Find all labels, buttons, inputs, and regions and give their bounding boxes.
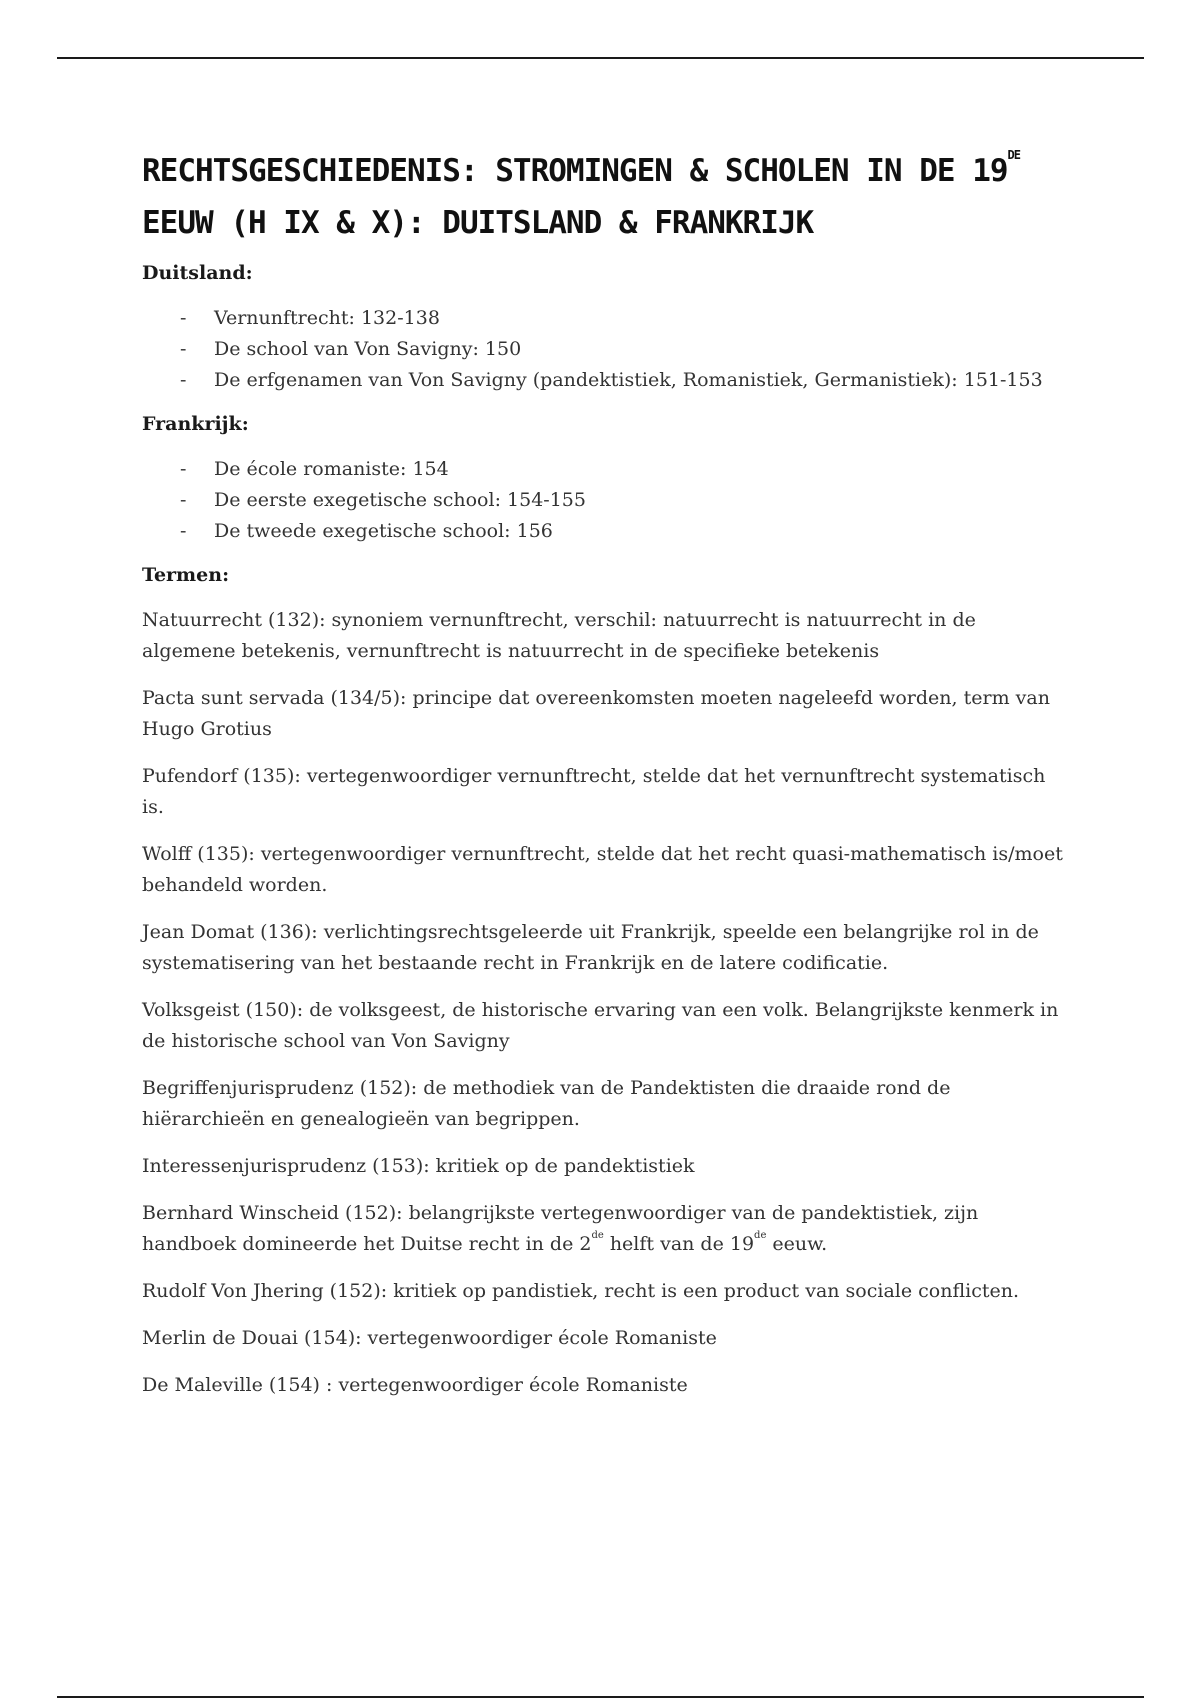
list-item: - De school van Von Savigny: 150: [214, 334, 1072, 365]
title-line2: EEUW (H IX & X): DUITSLAND & FRANKRIJK: [142, 205, 814, 241]
term-de-maleville: De Maleville (154) : vertegenwoordiger école Romaniste: [142, 1374, 688, 1396]
term-wolff: Wolff (135): vertegenwoordiger vernunftrecht, stelde dat het recht quasi-mathematisch is/moet behandeld worden.: [142, 843, 1063, 896]
term-windscheid: Bernhard Winscheid (152): belangrijkste vertegenwoordiger van de pandektistiek, zijn handboek domineerde het Duitse recht in de 2de helft van de 19de eeuw.: [142, 1202, 979, 1255]
term-pufendorf: Pufendorf (135): vertegenwoordiger vernunftrecht, stelde dat het vernunftrecht systematisch is.: [142, 765, 1046, 818]
frankrijk-list: [142, 454, 1072, 547]
list-item: - De erfgenamen van Von Savigny (pandektistiek, Romanistiek, Germanistiek): 151-153: [214, 365, 1072, 396]
term-pacta-sunt-servada: Pacta sunt servada (134/5): principe dat overeenkomsten moeten nageleefd worden, term van Hugo Grotius: [142, 687, 1050, 740]
term-begriffenjurisprudenz: Begriffenjurisprudenz (152): de methodiek van de Pandektisten die draaide rond de hiërarchieën en genealogieën van begrippen.: [142, 1077, 951, 1130]
term-natuurrecht: Natuurrecht (132): synoniem vernunftrecht, verschil: natuurrecht is natuurrecht in de algemene betekenis, vernunftrecht is natuurrecht in de specifieke betekenis: [142, 609, 976, 662]
term-volksgeist: Volksgeist (150): de volksgeest, de historische ervaring van een volk. Belangrijkste kenmerk in de historische school van Von Savigny: [142, 999, 1059, 1052]
dash-bullet: -: [180, 338, 187, 360]
document-body: [142, 145, 1072, 1401]
dash-bullet: -: [180, 520, 187, 542]
top-rule: [57, 57, 1144, 59]
dash-bullet: -: [180, 307, 187, 329]
list-item: - Vernunftrecht: 132-138: [214, 303, 1072, 334]
term-von-jhering: Rudolf Von Jhering (152): kritiek op pandistiek, recht is een product van sociale conflicten.: [142, 1280, 1020, 1302]
dash-bullet: -: [180, 458, 187, 480]
section-heading-frankrijk: Frankrijk:: [142, 413, 249, 435]
dash-bullet: -: [180, 369, 187, 391]
list-item: - De tweede exegetische school: 156: [214, 516, 1072, 547]
dash-bullet: -: [180, 489, 187, 511]
list-item: - De eerste exegetische school: 154-155: [214, 485, 1072, 516]
duitsland-list: [142, 303, 1072, 396]
document-title: [142, 145, 1072, 249]
title-line1: RECHTSGESCHIEDENIS: STROMINGEN & SCHOLEN IN DE 19: [142, 153, 1008, 189]
bottom-rule: [57, 1696, 1144, 1698]
section-heading-duitsland: Duitsland:: [142, 262, 253, 284]
term-interessenjurisprudenz: Interessenjurisprudenz (153): kritiek op de pandektistiek: [142, 1155, 695, 1177]
list-item: - De école romaniste: 154: [214, 454, 1072, 485]
section-heading-termen: Termen:: [142, 564, 230, 586]
title-superscript: DE: [1007, 148, 1020, 162]
term-merlin-de-douai: Merlin de Douai (154): vertegenwoordiger école Romaniste: [142, 1327, 717, 1349]
term-jean-domat: Jean Domat (136): verlichtingsrechtsgeleerde uit Frankrijk, speelde een belangrijke rol in de systematisering van het bestaande recht in Frankrijk en de latere codificatie.: [142, 921, 1039, 974]
